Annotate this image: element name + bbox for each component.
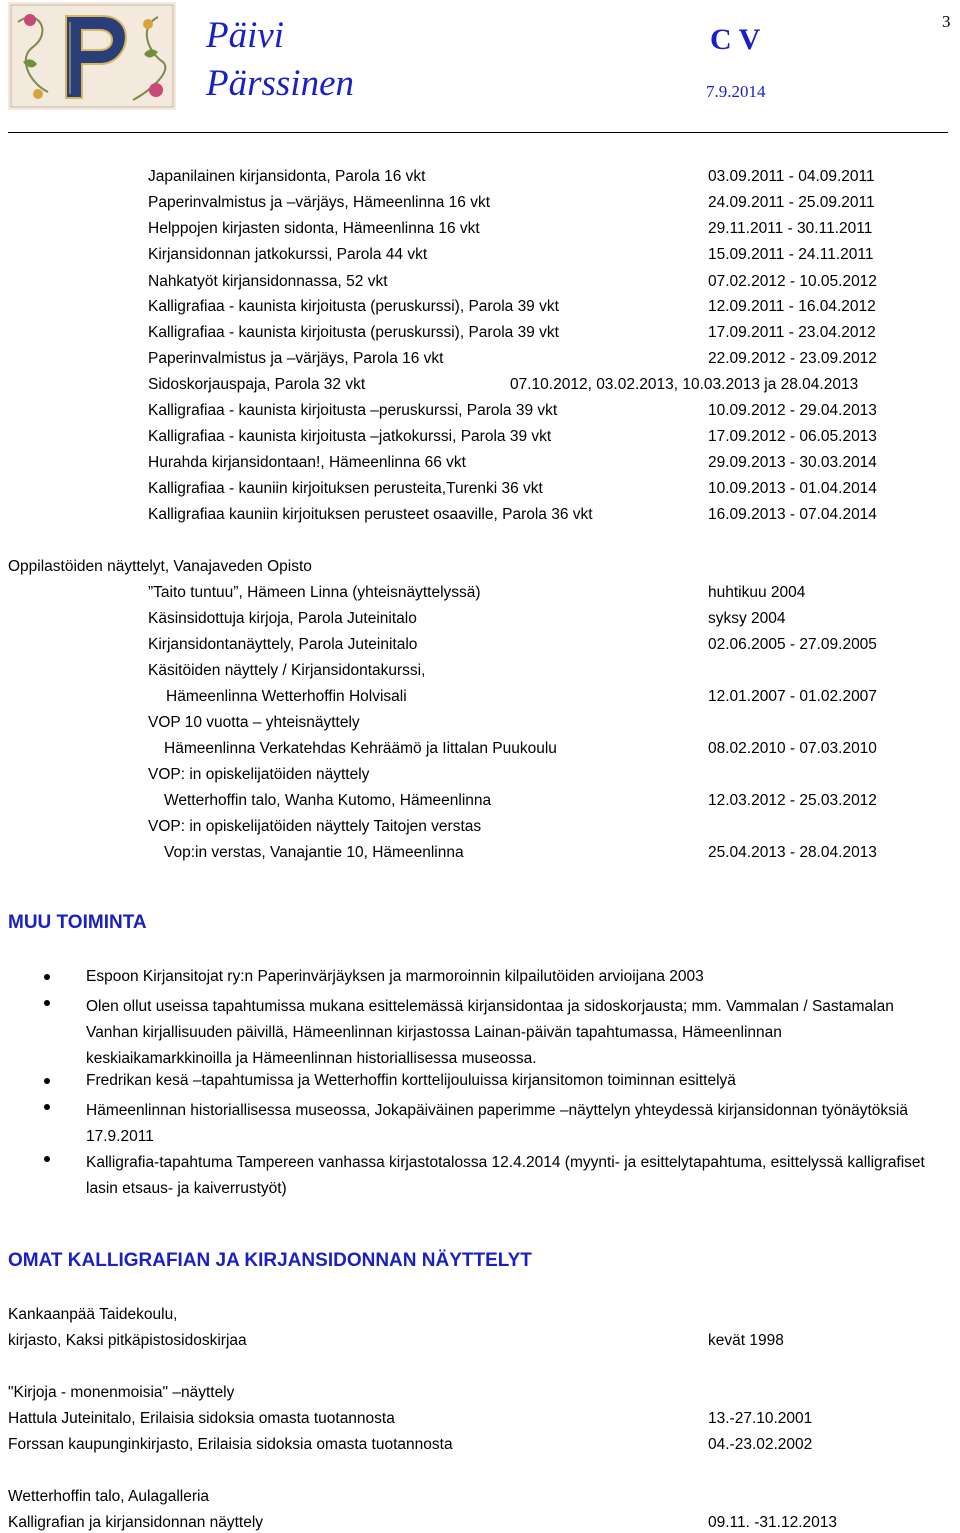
course-name: Kalligrafiaa - kaunista kirjoitusta (peruskurssi), Parola 39 vkt xyxy=(148,298,559,315)
own-exhibition-text: Forssan kaupunginkirjasto, Erilaisia sidoksia omasta tuotannosta xyxy=(8,1436,453,1453)
exhibition-location: Wetterhoffin talo, Wanha Kutomo, Hämeenlinna xyxy=(164,792,492,809)
course-date: 07.02.2012 - 10.05.2012 xyxy=(708,273,877,290)
course-date: 17.09.2011 - 23.04.2012 xyxy=(708,324,876,341)
own-exhibition-text: Kankaanpää Taidekoulu, xyxy=(8,1306,178,1323)
course-date: 16.09.2013 - 07.04.2014 xyxy=(708,506,877,523)
course-date: 10.09.2012 - 29.04.2013 xyxy=(708,402,877,419)
own-exhibition-date: 09.11. -31.12.2013 xyxy=(708,1514,837,1531)
last-name: Pärssinen xyxy=(206,63,354,104)
exhibition-location: Vop:in verstas, Vanajantie 10, Hämeenlinna xyxy=(164,844,464,861)
exhibition-date: huhtikuu 2004 xyxy=(708,584,806,601)
cv-label: C V xyxy=(710,23,761,56)
exhibition-date: 25.04.2013 - 28.04.2013 xyxy=(708,844,877,861)
own-exhibition-date: kevät 1998 xyxy=(708,1332,784,1349)
bullet-icon xyxy=(44,1104,50,1110)
own-exhibition-text: Wetterhoffin talo, Aulagalleria xyxy=(8,1488,210,1505)
course-name: Kalligrafiaa kauniin kirjoituksen perusteet osaaville, Parola 36 vkt xyxy=(148,506,593,523)
course-name: Kalligrafiaa - kaunista kirjoitusta –peruskurssi, Parola 39 vkt xyxy=(148,402,558,419)
course-date: 17.09.2012 - 06.05.2013 xyxy=(708,428,877,445)
course-date: 29.09.2013 - 30.03.2014 xyxy=(708,454,877,471)
course-name: Japanilainen kirjansidonta, Parola 16 vkt xyxy=(148,168,426,185)
bullet-icon xyxy=(44,1000,50,1006)
own-exhibition-text: Hattula Juteinitalo, Erilaisia sidoksia omasta tuotannosta xyxy=(8,1410,395,1427)
exhibition-date: syksy 2004 xyxy=(708,610,786,627)
course-name: Paperinvalmistus ja –värjäys, Hämeenlinna 16 vkt xyxy=(148,194,491,211)
course-name: Kalligrafiaa - kauniin kirjoituksen perusteita,Turenki 36 vkt xyxy=(148,480,543,497)
exhibition-name: Käsinsidottuja kirjoja, Parola Juteinitalo xyxy=(148,610,417,627)
course-name: Kirjansidonnan jatkokurssi, Parola 44 vkt xyxy=(148,246,428,263)
course-date: 07.10.2012, 03.02.2013, 10.03.2013 ja 28.04.2013 xyxy=(510,376,859,393)
exhibition-date: 02.06.2005 - 27.09.2005 xyxy=(708,636,877,653)
list-item: Fredrikan kesä –tapahtumissa ja Wetterhoffin korttelijouluissa kirjansitomon toiminnan esittelyä xyxy=(86,1072,736,1089)
course-date: 12.09.2011 - 16.04.2012 xyxy=(708,298,876,315)
exhibition-location: Hämeenlinna Verkatehdas Kehräämö ja Iittalan Puukoulu xyxy=(164,740,557,757)
course-name: Paperinvalmistus ja –värjäys, Parola 16 vkt xyxy=(148,350,444,367)
course-name: Nahkatyöt kirjansidonnassa, 52 vkt xyxy=(148,273,388,290)
exhibition-name: VOP: in opiskelijatöiden näyttely xyxy=(148,766,370,783)
muu-toiminta-heading: MUU TOIMINTA xyxy=(8,912,147,933)
exhibition-name: Käsitöiden näyttely / Kirjansidontakurssi, xyxy=(148,662,426,679)
course-name: Sidoskorjauspaja, Parola 32 vkt xyxy=(148,376,366,393)
bullet-icon xyxy=(44,1156,50,1162)
bullet-icon xyxy=(44,1078,50,1084)
list-item: Kalligrafia-tapahtuma Tampereen vanhassa kirjastotalossa 12.4.2014 (myynti- ja esittelytapahtuma, esittelyssä kalligrafiset lasin etsaus- ja kaiverrustyöt) xyxy=(86,1154,925,1197)
decorative-initial-logo xyxy=(8,2,176,110)
exhibition-location: Hämeenlinna Wetterhoffin Holvisali xyxy=(166,688,407,705)
exhibition-date: 12.01.2007 - 01.02.2007 xyxy=(708,688,877,705)
course-name: Kalligrafiaa - kaunista kirjoitusta –jatkokurssi, Parola 39 vkt xyxy=(148,428,552,445)
bullet-icon xyxy=(44,974,50,980)
course-name: Hurahda kirjansidontaan!, Hämeenlinna 66 vkt xyxy=(148,454,466,471)
exhibition-name: ”Taito tuntuu”, Hämeen Linna (yhteisnäyttelyssä) xyxy=(148,584,481,601)
exhibition-name: VOP 10 vuotta – yhteisnäyttely xyxy=(148,714,360,731)
document-date: 7.9.2014 xyxy=(706,82,766,101)
own-exhibition-date: 04.-23.02.2002 xyxy=(708,1436,813,1453)
first-name: Päivi xyxy=(206,15,285,56)
course-name: Kalligrafiaa - kaunista kirjoitusta (peruskurssi), Parola 39 vkt xyxy=(148,324,559,341)
list-item: Espoon Kirjansitojat ry:n Paperinvärjäyksen ja marmoroinnin kilpailutöiden arvioijana 2003 xyxy=(86,968,704,985)
exhibition-name: Kirjansidontanäyttely, Parola Juteinitalo xyxy=(148,636,418,653)
own-exhibition-text: Kalligrafian ja kirjansidonnan näyttely xyxy=(8,1514,264,1531)
header-divider xyxy=(8,132,948,133)
page-number: 3 xyxy=(942,12,951,31)
exhibition-date: 08.02.2010 - 07.03.2010 xyxy=(708,740,877,757)
own-exhibition-text: "Kirjoja - monenmoisia" –näyttely xyxy=(8,1384,235,1401)
course-date: 22.09.2012 - 23.09.2012 xyxy=(708,350,877,367)
course-name: Helppojen kirjasten sidonta, Hämeenlinna 16 vkt xyxy=(148,220,480,237)
exhibition-name: VOP: in opiskelijatöiden näyttely Taitojen verstas xyxy=(148,818,482,835)
own-exhibition-date: 13.-27.10.2001 xyxy=(708,1410,813,1427)
exhibition-date: 12.03.2012 - 25.03.2012 xyxy=(708,792,877,809)
course-date: 03.09.2011 - 04.09.2011 xyxy=(708,168,875,185)
list-item: Olen ollut useissa tapahtumissa mukana esittelemässä kirjansidontaa ja sidoskorjausta; mm. Vammalan / Sastamalan Vanhan kirjallisuuden päivillä, Hämeenlinnan kirjastossa Lainan-päivän tapahtumassa, Hämeenlinnan keskiaikamarkkinoilla ja Hämeenlinnan historiallisessa museossa. xyxy=(86,998,894,1067)
course-date: 29.11.2011 - 30.11.2011 xyxy=(708,220,873,237)
list-item: Hämeenlinnan historiallisessa museossa, Jokapäiväinen paperimme –näyttelyn yhteydessä kirjansidonnan työnäytöksiä 17.9.2011 xyxy=(86,1102,908,1145)
own-exhibition-text: kirjasto, Kaksi pitkäpistosidoskirjaa xyxy=(8,1332,247,1349)
course-date: 10.09.2013 - 01.04.2014 xyxy=(708,480,877,497)
own-exhibitions-heading: OMAT KALLIGRAFIAN JA KIRJANSIDONNAN NÄYTTELYT xyxy=(8,1250,532,1271)
course-date: 15.09.2011 - 24.11.2011 xyxy=(708,246,874,263)
student-exhibitions-title: Oppilastöiden näyttelyt, Vanajaveden Opisto xyxy=(8,558,312,575)
course-date: 24.09.2011 - 25.09.2011 xyxy=(708,194,875,211)
